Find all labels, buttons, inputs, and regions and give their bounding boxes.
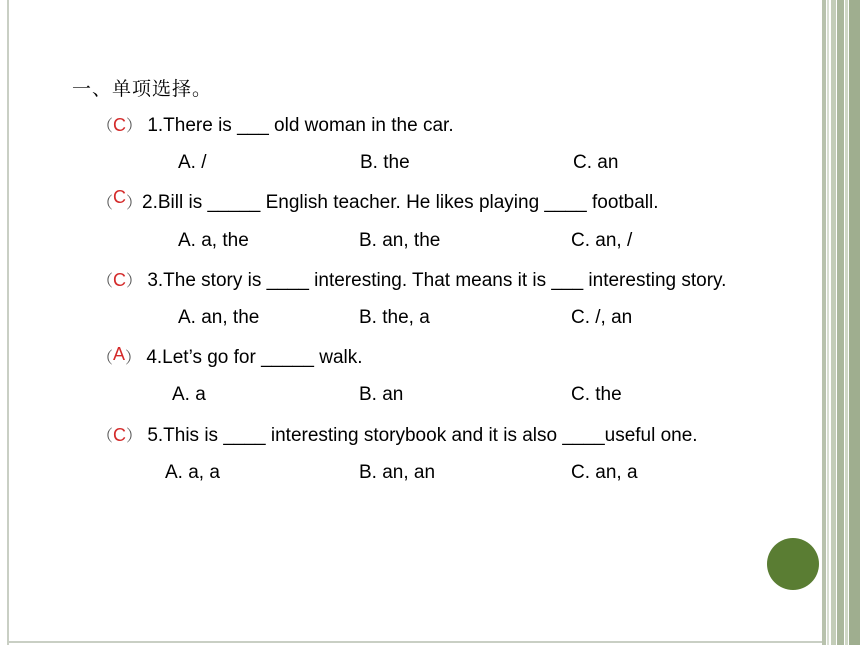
question-2-text: 2.Bill is _____ English teacher. He likes playing ____ football. [142, 192, 659, 213]
paren-open: （ [97, 426, 114, 445]
q5-option-c: C. an, a [571, 462, 638, 483]
q4-option-b: B. an [359, 384, 404, 405]
answer-1: C [113, 115, 127, 135]
answer-5: C [113, 425, 127, 445]
q1-option-c: C. an [573, 152, 619, 173]
q5-option-a: A. a, a [165, 462, 220, 483]
paren-open: （ [97, 193, 114, 212]
paren-close: ） [126, 193, 143, 212]
question-4-text: 4.Let’s go for _____ walk. [146, 347, 363, 368]
slide-frame-left [7, 0, 9, 645]
section-title: 一、单项选择。 [72, 78, 213, 100]
slide-frame-bottom [7, 641, 823, 643]
question-5 [97, 423, 698, 447]
paren-open: （ [97, 348, 114, 367]
q1-option-b: B. the [360, 152, 410, 173]
paren-close: ） [125, 348, 142, 367]
question-2 [97, 187, 659, 214]
decorative-circle [767, 538, 819, 590]
question-3 [97, 268, 726, 292]
answer-4: A [113, 344, 126, 364]
q1-option-a: A. / [178, 152, 207, 173]
q4-option-c: C. the [571, 384, 622, 405]
answer-3: C [113, 270, 127, 290]
paren-close: ） [126, 426, 143, 445]
paren-open: （ [97, 271, 114, 290]
question-4 [97, 345, 363, 369]
question-5-text: 5.This is ____ interesting storybook and it is also ____useful one. [147, 425, 698, 446]
q2-option-a: A. a, the [178, 230, 249, 251]
paren-close: ） [126, 271, 143, 290]
q4-option-a: A. a [172, 384, 206, 405]
q2-option-c: C. an, / [571, 230, 633, 251]
paren-open: （ [97, 116, 114, 135]
answer-2: C [113, 187, 127, 207]
q3-option-a: A. an, the [178, 307, 260, 328]
q2-option-b: B. an, the [359, 230, 441, 251]
question-1-text: 1.There is ___ old woman in the car. [147, 115, 454, 136]
decorative-stripes [822, 0, 860, 645]
q3-option-c: C. /, an [571, 307, 633, 328]
paren-close: ） [126, 116, 143, 135]
question-3-text: 3.The story is ____ interesting. That means it is ___ interesting story. [147, 270, 727, 291]
q3-option-b: B. the, a [359, 307, 430, 328]
question-1 [97, 113, 454, 137]
q5-option-b: B. an, an [359, 462, 436, 483]
